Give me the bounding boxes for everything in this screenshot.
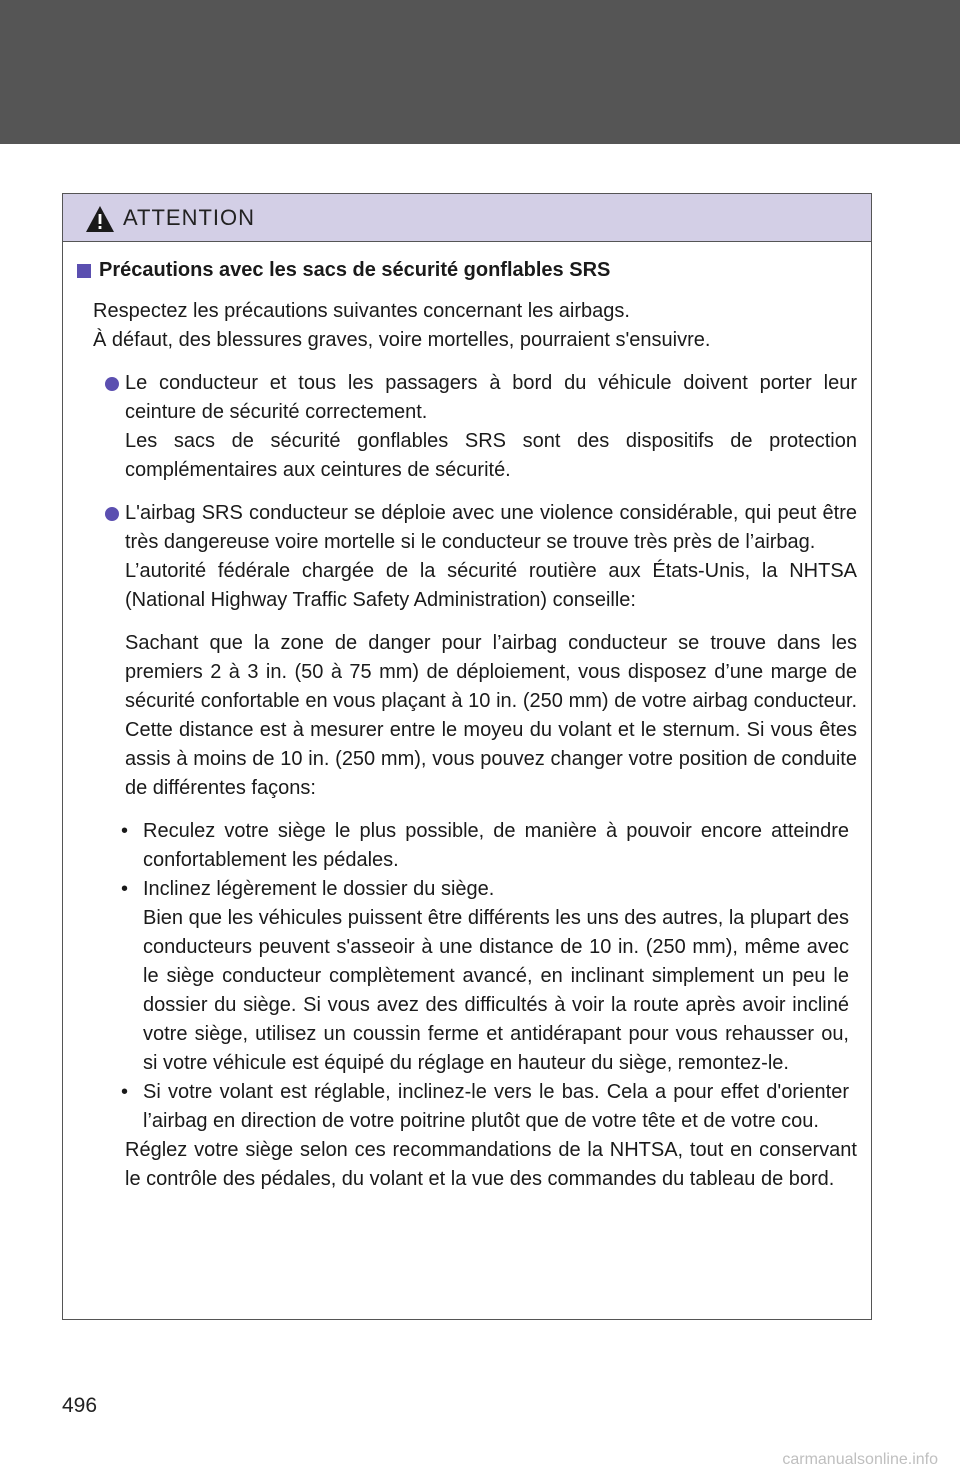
circle-bullet-icon xyxy=(105,507,119,521)
square-bullet-icon xyxy=(77,264,91,278)
list-item-continuation: Bien que les véhicules puissent être différents les uns des autres, la plupart des conducteurs peuvent s'asseoir à une distance de 10 in. (250 mm), même avec le siège conducteur complètement avancé, en inclinant simplement un peu le dossier du siège. Si vous avez des difficultés à voir la route après avoir incliné votre siège, utilisez un coussin ferme et antidérapant pour vous rehausser ou, si votre véhicule est équipé du réglage en hauteur du siège, remontez-le. xyxy=(143,907,849,1074)
bullet-text: Les sacs de sécurité gonflables SRS sont des dispositifs de protection complémentaires aux ceintures de sécurité. xyxy=(125,430,857,481)
intro-line: À défaut, des blessures graves, voire mortelles, pourraient s'ensuivre. xyxy=(93,329,711,351)
section-title-text: Précautions avec les sacs de sécurité gonflables SRS xyxy=(99,259,611,281)
closing-paragraph: Réglez votre siège selon ces recommandations de la NHTSA, tout en conservant le contrôle des pédales, du volant et la vue des commandes du tableau de bord. xyxy=(125,1139,857,1190)
warning-triangle-icon xyxy=(85,205,115,233)
bullet-text: L’autorité fédérale chargée de la sécurité routière aux États-Unis, la NHTSA (National Highway Traffic Safety Administration) conseille: xyxy=(125,560,857,611)
bullet-text: Le conducteur et tous les passagers à bord du véhicule doivent porter leur ceinture de sécurité correctement. xyxy=(125,372,857,423)
circle-bullet-icon xyxy=(105,377,119,391)
sub-list xyxy=(77,817,857,1136)
nhtsa-paragraph: Sachant que la zone de danger pour l’airbag conducteur se trouve dans les premiers 2 à 3 in. (50 à 75 mm) de déploiement, vous disposez d’une marge de sécurité confortable en vous plaçant à 10 in. (250 mm) de votre airbag conducteur. Cette distance est à mesurer entre le moyeu du volant et le sternum. Si vous êtes assis à moins de 10 in. (250 mm), vous pouvez changer votre position de conduite de différentes façons: xyxy=(125,632,857,799)
warning-header xyxy=(63,194,871,242)
bullet-item xyxy=(77,369,857,485)
list-item-text: Si votre volant est réglable, inclinez-le vers le bas. Cela a pour effet d'orienter l’airbag en direction de votre poitrine plutôt que de votre tête et de votre cou. xyxy=(143,1081,849,1132)
warning-title: ATTENTION xyxy=(123,204,256,230)
list-item xyxy=(121,1078,849,1136)
list-item xyxy=(121,875,849,1078)
list-bullet: • xyxy=(121,878,129,900)
intro-line: Respectez les précautions suivantes concernant les airbags. xyxy=(93,300,630,322)
intro xyxy=(77,297,857,355)
list-item xyxy=(121,817,849,875)
watermark: carmanualsonline.info xyxy=(782,1451,938,1468)
list-bullet: • xyxy=(121,1081,129,1103)
section-title xyxy=(77,256,857,285)
warning-box xyxy=(62,193,872,1320)
warning-content xyxy=(77,256,857,1194)
list-item-text: Reculez votre siège le plus possible, de manière à pouvoir encore atteindre confortablement les pédales. xyxy=(143,820,849,871)
list-bullet: • xyxy=(121,820,129,842)
list-item-text: Inclinez légèrement le dossier du siège. xyxy=(143,878,495,900)
page-number: 496 xyxy=(62,1394,98,1417)
bullet-item xyxy=(77,499,857,615)
header-bar xyxy=(0,0,960,144)
bullet-text: L'airbag SRS conducteur se déploie avec une violence considérable, qui peut être très dangereuse voire mortelle si le conducteur se trouve très près de l’airbag. xyxy=(125,502,857,553)
